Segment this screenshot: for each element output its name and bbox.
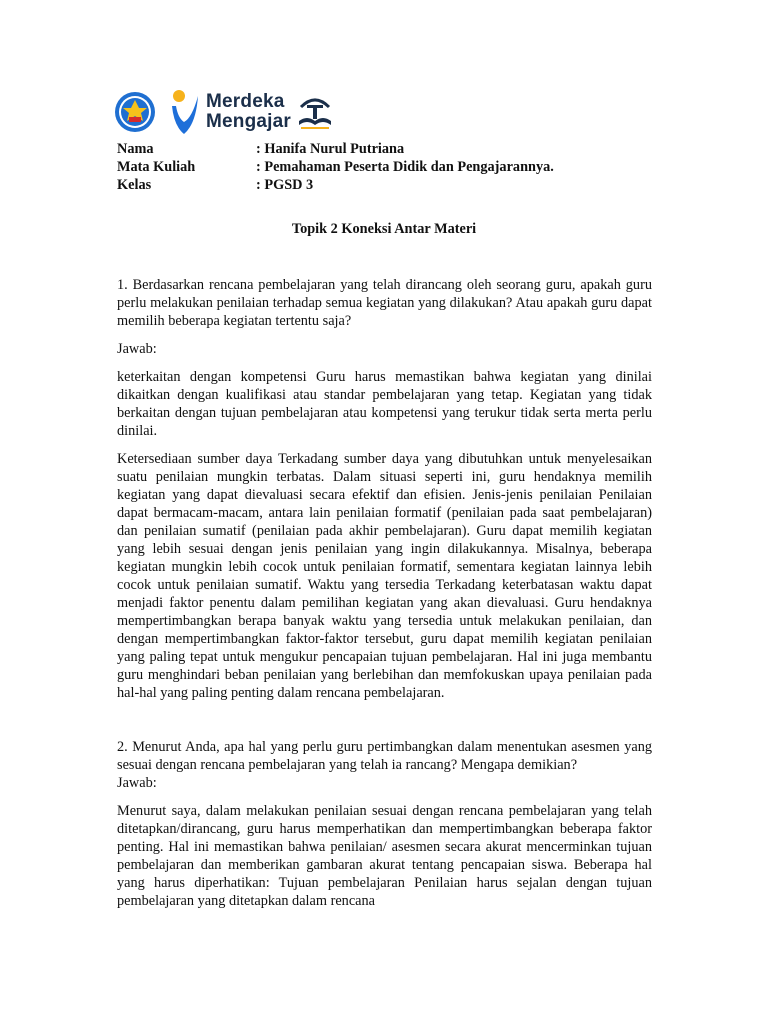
document-body (117, 276, 652, 920)
question-1: 1. Berdasarkan rencana pembelajaran yang telah dirancang oleh seorang guru, apakah guru perlu melakukan penilaian terhadap semua kegiatan yang dilakukan? Atau apakah guru dapat memilih beberapa kegiatan tertentu saja? (117, 277, 652, 329)
merdeka-mengajar-mark-icon (170, 88, 200, 136)
header-logos (114, 86, 333, 138)
answer-2-paragraph-1: Menurut saya, dalam melakukan penilaian sesuai dengan rencana pembelajaran yang telah ditetapkan/dirancang, guru harus memperhatikan dan mempertimbangkan beberapa faktor penting. Hal ini memastikan bahwa penilaian/ asesmen secara akurat mencerminkan tujuan pembelajaran dan memberikan gambaran akurat tentang pencapaian siswa. Beberapa hal yang harus diperhatikan: Tujuan pembelajaran Penilaian harus sejalan dengan tujuan pembelajaran yang ditetapkan dalam rencana (117, 803, 652, 909)
info-row-nama (117, 140, 554, 158)
answer-1-label: Jawab: (117, 341, 157, 357)
kemendikbud-logo-icon (114, 91, 156, 133)
nama-label: Nama (117, 141, 154, 157)
answer-1-paragraph-1: keterkaitan dengan kompetensi Guru harus memastikan bahwa kegiatan yang dinilai dikaitkan dengan kualifikasi atau standar pembelajaran yang tetap. Kegiatan yang tidak berkaitan dengan tujuan pembelajaran atau kompetensi yang terukur tidak serta merta perlu dinilai. (117, 369, 652, 439)
kelas-label: Kelas (117, 177, 152, 193)
mata-kuliah-label: Mata Kuliah (117, 159, 196, 175)
info-row-kelas (117, 176, 554, 194)
mata-kuliah-value: : Pemahaman Peserta Didik dan Pengajarannya. (256, 159, 554, 175)
student-info (117, 140, 554, 194)
page-title: Topik 2 Koneksi Antar Materi (291, 221, 477, 237)
kelas-value: : PGSD 3 (256, 177, 314, 193)
merdeka-mengajar-wordmark (206, 92, 291, 132)
answer-1-paragraph-2: Ketersediaan sumber daya Terkadang sumber daya yang dibutuhkan untuk menyelesaikan suatu penilaian mungkin terbatas. Dalam situasi seperti ini, guru hendaknya memilih kegiatan yang dapat dievaluasi secara efektif dan efisien. Jenis-jenis penilaian Penilaian dapat bermacam-macam, antara lain penilaian formatif (penilaian pada saat pembelajaran) dan penilaian sumatif (penilaian pada akhir pembelajaran). Guru dapat memilih kegiatan yang lebih sesuai dengan jenis penilaian yang ingin dilakukannya. Misalnya, beberapa kegiatan mungkin lebih cocok untuk penilaian formatif, sementara kegiatan lainnya lebih cocok untuk penilaian sumatif. Waktu yang tersedia Terkadang keterbatasan waktu dapat menjadi faktor penentu dalam pemilihan kegiatan yang akan dievaluasi. Guru hendaknya mempertimbangkan berapa banyak waktu yang tersedia untuk melakukan penilaian, dan dengan mempertimbangkan faktor-faktor tersebut, guru dapat memilih kegiatan penilaian yang paling tepat untuk mengukur pencapaian tujuan pembelajaran. Hal ini juga membantu guru menghindari beban penilaian yang berlebihan dan memfokuskan upaya penilaian pada hal-hal yang paling penting dalam rencana pembelajaran. (117, 451, 652, 701)
info-row-mata-kuliah (117, 158, 554, 176)
logo-text-line1: Merdeka (206, 91, 285, 112)
question-2: 2. Menurut Anda, apa hal yang perlu guru pertimbangkan dalam menentukan asesmen yang sesuai dengan rencana pembelajaran yang telah ia rancang? Mengapa demikian? (117, 739, 652, 773)
logo-text-line2: Mengajar (206, 111, 292, 132)
answer-2-label: Jawab: (117, 775, 157, 791)
university-logo-icon (297, 93, 333, 131)
nama-value: : Hanifa Nurul Putriana (256, 141, 405, 157)
